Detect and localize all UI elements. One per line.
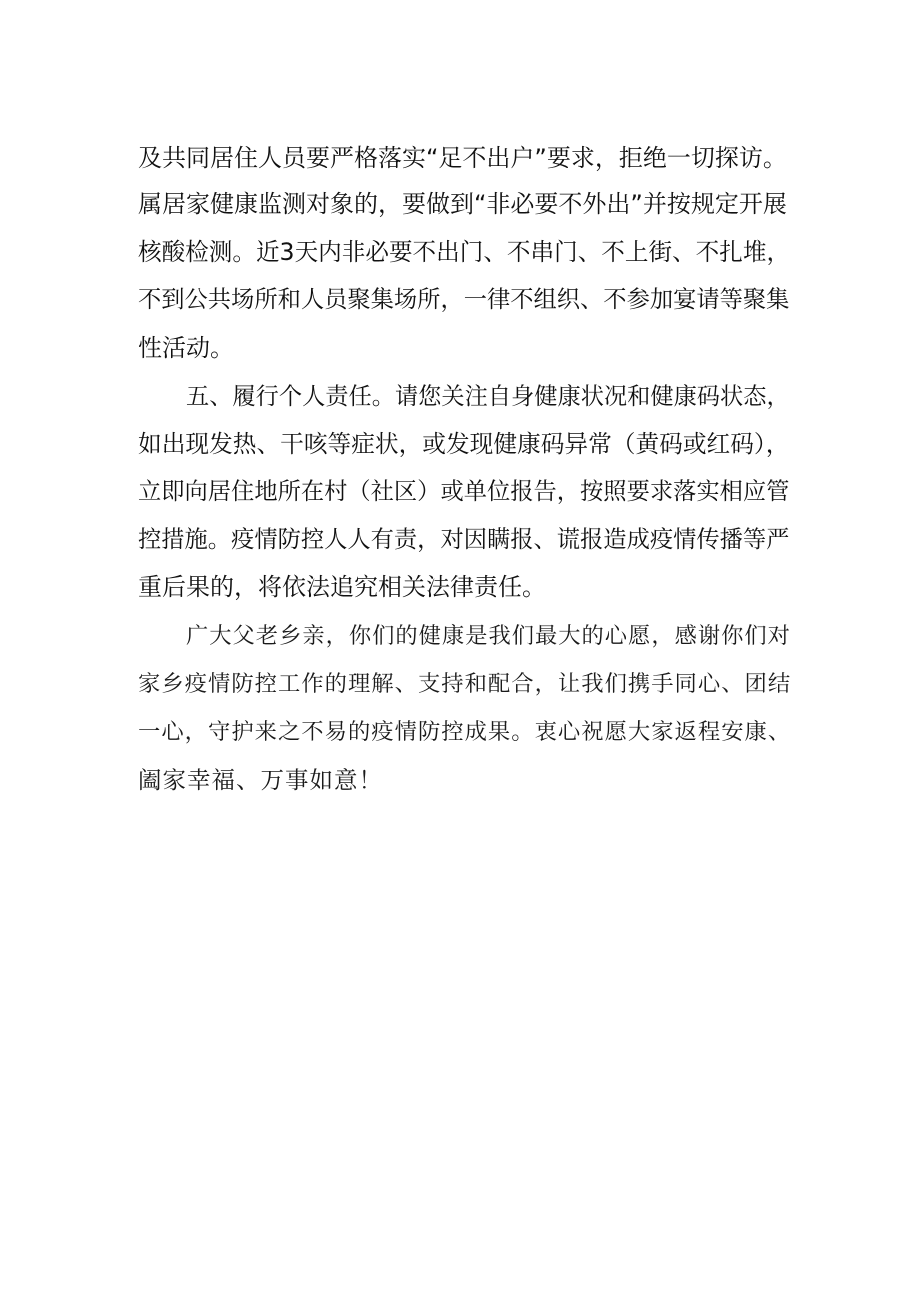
text-line: 阖家幸福、万事如意！ bbox=[138, 766, 383, 794]
text-line: 五、履行个人责任。请您关注自身健康状况和健康码状态， bbox=[186, 383, 790, 410]
text-line: 及共同居住人员要严格落实“足不出户”要求，拒绝一切探访。 bbox=[138, 144, 787, 172]
text-line: 核酸检测。近3天内非必要不出门、不串门、不上街、不扎堆， bbox=[138, 238, 791, 266]
text-line: 一心，守护来之不易的疫情防控成果。衷心祝愿大家返程安康、 bbox=[138, 719, 792, 745]
text-line: 属居家健康监测对象的，要做到“非必要不外出”并按规定开展 bbox=[138, 190, 787, 218]
text-line: 重后果的，将依法追究相关法律责任。 bbox=[138, 573, 546, 601]
text-line: 不到公共场所和人员聚集场所，一律不组织、不参加宴请等聚集 bbox=[138, 286, 790, 313]
text-line: 控措施。疫情防控人人有责，对因瞒报、谎报造成疫情传播等严 bbox=[138, 526, 790, 553]
text-line: 广大父老乡亲，你们的健康是我们最大的心愿，感谢你们对 bbox=[186, 623, 791, 649]
text-line: 家乡疫情防控工作的理解、支持和配合，让我们携手同心、团结 bbox=[138, 671, 792, 697]
text-line: 如出现发热、干咳等症状，或发现健康码异常（黄码或红码）， bbox=[138, 430, 790, 458]
text-line: 性活动。 bbox=[138, 334, 234, 362]
text-line: 立即向居住地所在村（社区）或单位报告，按照要求落实相应管 bbox=[138, 478, 790, 505]
